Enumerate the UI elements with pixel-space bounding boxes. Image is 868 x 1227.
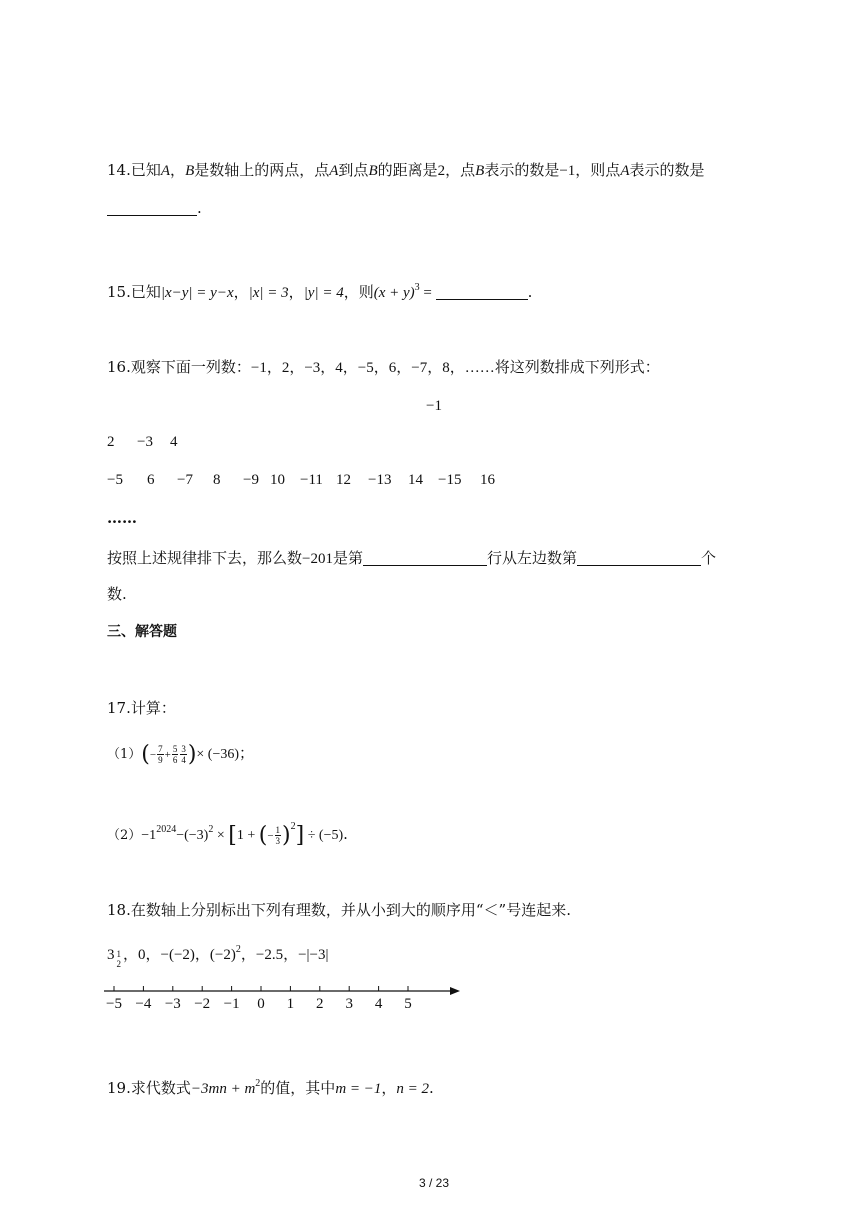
q16-number: 16. [107, 358, 131, 376]
q15-end: . [527, 283, 533, 301]
row3-value: 6 [147, 472, 155, 488]
q16-text7: 数. [107, 585, 127, 603]
q16-text6: 个 [701, 549, 717, 567]
fraction-7-9 [157, 744, 164, 765]
triangle-row-2 [107, 432, 178, 452]
q19-text2: 的值，其中 [260, 1079, 336, 1097]
tick-label: 2 [316, 996, 324, 1012]
q14-text: 已知 [130, 161, 161, 179]
denominator: 9 [158, 754, 163, 765]
q19-text: 求代数式 [130, 1079, 191, 1097]
q14-text4: 的距离是 [377, 161, 438, 179]
exponent-2: 2 [208, 824, 214, 835]
numerator: 3 [181, 743, 186, 754]
question-17 [107, 698, 176, 718]
q17-part-1: （1）(− $\frac{7}{9}$ + $\frac{5}{6}$ $\frac{3}{4}$ )× (−36)； [107, 742, 255, 767]
plus-sign: + [164, 749, 171, 761]
tick-label: 5 [404, 996, 412, 1012]
point-b-ref: B [368, 163, 378, 179]
base: −1 [141, 828, 157, 843]
denominator: 2 [116, 959, 121, 969]
q14-text5: ，点 [445, 161, 476, 179]
fraction-1-3 [275, 825, 282, 846]
target-number: −201 [302, 551, 333, 567]
row3-value: 8 [213, 472, 221, 488]
q14-text2: 是数轴上的两点，点 [194, 161, 330, 179]
q19-number: 19. [107, 1079, 131, 1097]
continuation-dots [107, 508, 137, 528]
q15-number: 15. [107, 283, 131, 301]
abs-x: |x| = 3 [248, 285, 289, 301]
q14-text8: 表示的数是 [629, 161, 705, 179]
tick-label: −4 [135, 996, 152, 1012]
question-18 [107, 900, 571, 920]
question-19 [107, 1078, 434, 1099]
tick-label: −5 [106, 996, 122, 1012]
q14-text3: 到点 [338, 161, 369, 179]
q17-text: 计算： [130, 699, 176, 717]
part-2-label: （2） [107, 828, 142, 843]
q14-text6: 表示的数是 [484, 161, 560, 179]
abs-equation: |x−y| = y−x [160, 285, 234, 301]
row-answer-blank[interactable] [363, 551, 487, 566]
q18-number: 18. [107, 901, 131, 919]
answer-blank[interactable] [107, 201, 197, 216]
point-a-ref: A [329, 163, 339, 179]
m-value: m = −1 [335, 1081, 382, 1097]
times-expression: × (−36) [196, 747, 240, 762]
triangle-row-1 [426, 396, 442, 416]
tick-label: 0 [257, 996, 265, 1012]
q14-end: . [197, 199, 202, 217]
q15-text: 已知 [130, 283, 161, 301]
row2-value: 2 [107, 434, 115, 450]
sum-expression: (x + y) [373, 285, 415, 301]
q17-number: 17. [107, 699, 131, 717]
minus-sign: − [149, 749, 157, 761]
question-16 [107, 357, 660, 378]
part-1-label: （1） [107, 747, 142, 762]
row3-value: 10 [270, 472, 285, 488]
q16-question-line [107, 548, 716, 569]
q16-question-line-2 [107, 584, 127, 604]
tick-label: −2 [194, 996, 211, 1012]
row3-value: −5 [107, 472, 123, 488]
q14-sep: ， [170, 161, 186, 179]
abs-y: |y| = 4 [303, 285, 344, 301]
point-b: B [185, 163, 195, 179]
tick-label: 4 [374, 996, 383, 1012]
number-line [104, 980, 464, 1020]
q16-text: 观察下面一列数： [130, 358, 251, 376]
number-line-ticks [106, 986, 412, 1012]
n-value: n = 2 [396, 1081, 430, 1097]
row2-value: −3 [137, 434, 153, 450]
exponent: 3 [414, 282, 420, 293]
neg-three: −(−3) [176, 828, 209, 843]
fraction-3-4 [180, 744, 187, 765]
tick-label: −3 [164, 996, 181, 1012]
sequence: −1，2，−3，4，−5，6，−7，8，…… [250, 360, 495, 376]
page-number-text: 3 / 23 [418, 1176, 450, 1190]
numerator: 5 [172, 743, 178, 754]
exponent: 2 [255, 1078, 261, 1089]
tick-label: 3 [345, 996, 353, 1012]
row1-value: −1 [426, 398, 442, 414]
q14-number: 14. [107, 161, 131, 179]
tick-label: 1 [286, 996, 295, 1012]
row3-value: −13 [368, 472, 392, 488]
list-exponent: 2 [235, 944, 241, 955]
fraction-5-6 [172, 744, 179, 765]
section-title: 三、解答题 [107, 624, 177, 640]
q19-sep: ， [381, 1079, 397, 1097]
numerator: 1 [275, 824, 281, 835]
denominator: 3 [275, 835, 281, 846]
row3-value: −15 [438, 472, 462, 488]
answer-blank[interactable] [436, 285, 528, 300]
row3-value: 14 [408, 472, 423, 488]
list-tail: ，−2.5，−|−3| [240, 947, 329, 963]
row3-value: −7 [177, 472, 193, 488]
denominator: 6 [172, 754, 178, 765]
mixed-fraction [116, 949, 123, 969]
rational-number-list [107, 944, 329, 969]
mixed-whole: 3 [107, 947, 115, 963]
q16-text3: 按照上述规律排下去，那么数 [107, 549, 303, 567]
q17-part-2: $(2)-1^{2024}-(-3)^2 \times [1$ + (− $\frac{1}{3}$ )$^2$] ÷ (−5). [107, 821, 348, 848]
equals-sign: = [419, 285, 436, 301]
one-plus: 1 + [236, 828, 259, 843]
denominator: 4 [181, 754, 186, 765]
divide-expression: ÷ (−5) [304, 828, 344, 843]
list-rest: ，0，−(−2)，(−2) [123, 947, 236, 963]
q16-text4: 是第 [332, 549, 363, 567]
times-sign: × [213, 828, 229, 843]
page-number [0, 1176, 868, 1190]
q19-end: . [429, 1079, 434, 1097]
row3-value: −9 [243, 472, 259, 488]
q14-text7: ，则点 [575, 161, 621, 179]
dots: …… [107, 509, 137, 527]
question-15: 15.已知|x−y| = y−x，|x| = 3，|y| = 4，则$(x + y)^3$ = . [107, 282, 533, 301]
numerator: 7 [158, 743, 163, 754]
column-answer-blank[interactable] [577, 551, 701, 566]
row2-value: 4 [170, 434, 178, 450]
exponent-2b: 2 [290, 821, 296, 832]
section-heading [107, 622, 177, 642]
triangle-row-3 [107, 470, 495, 490]
q18-text: 在数轴上分别标出下列有理数，并从小到大的顺序用“＜”号连起来. [130, 901, 571, 919]
q15-text2: ，则 [343, 283, 374, 301]
b-value: −1 [559, 163, 576, 179]
row3-value: 16 [480, 472, 495, 488]
algebraic-expression: −3mn + m [190, 1081, 256, 1097]
q16-text5: 行从左边数第 [487, 549, 578, 567]
row3-value: −11 [300, 472, 323, 488]
part-1-end: ； [239, 744, 255, 762]
part-2-end: . [343, 825, 348, 843]
distance-value: 2 [437, 163, 446, 179]
q14-answer-line [107, 198, 202, 218]
point-b-ref2: B [475, 163, 485, 179]
numerator: 1 [116, 949, 121, 959]
number-line-arrow [450, 987, 460, 995]
exponent-2024: 2024 [156, 824, 177, 835]
point-a-ref2: A [620, 163, 630, 179]
row3-value: 12 [336, 472, 351, 488]
question-14 [107, 160, 705, 181]
q16-text2: 将这列数排成下列形式： [494, 358, 660, 376]
point-a: A [160, 163, 171, 179]
tick-label: −1 [223, 996, 240, 1012]
